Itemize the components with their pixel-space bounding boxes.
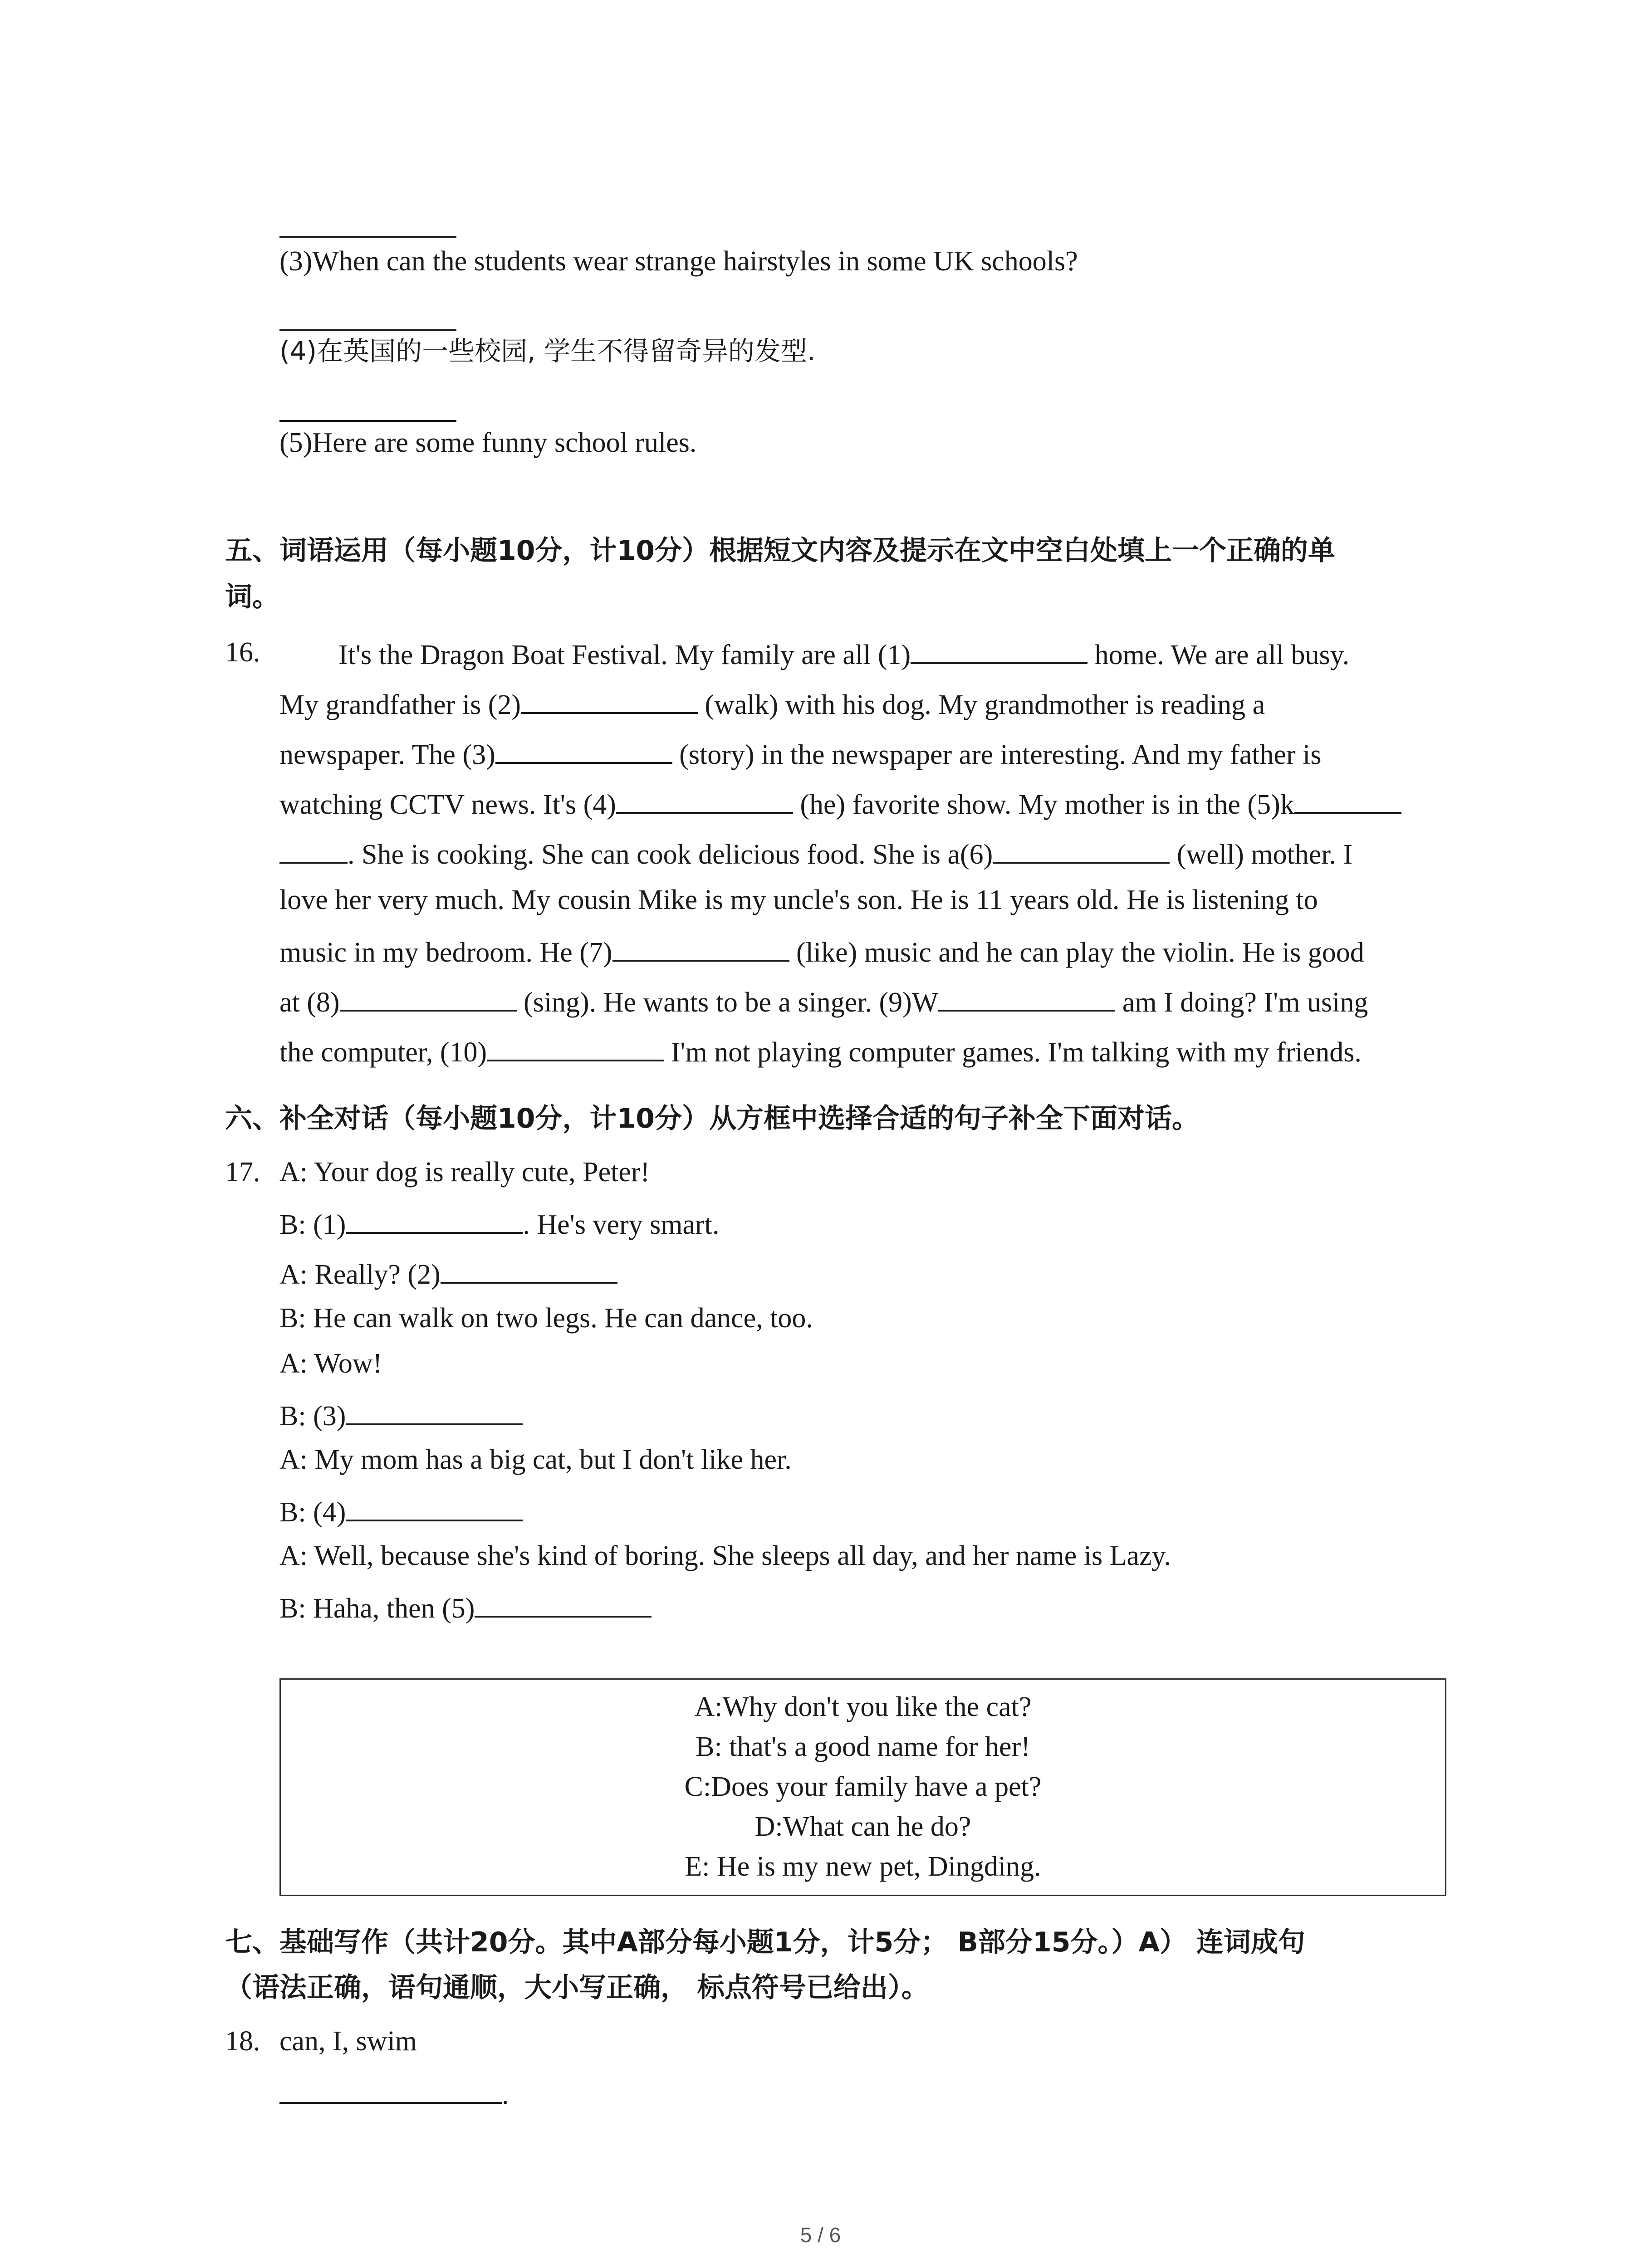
option-c: C:Does your family have a pet? [684,1771,1042,1802]
text: It's the Dragon Boat Festival. My family are all (1) [338,640,911,670]
answer-blank[interactable] [279,236,456,238]
text: newspaper. The (3) [279,739,495,770]
text: the computer, (10) [279,1037,487,1068]
option-a: A:Why don't you like the cat? [694,1691,1032,1722]
q16-line-7 [279,932,1364,971]
answer-blank[interactable] [911,634,1087,664]
text: . [502,2079,509,2110]
answer-blank[interactable] [346,1395,523,1425]
section7-header-line2: （语法正确，语句通顺，大小写正确， 标点符号已给出）。 [225,1972,929,2004]
text: A: Really? (2) [279,1259,441,1290]
dialogue-line [279,1254,617,1293]
dialogue-line: A: Your dog is really cute, Peter! [279,1157,650,1188]
text: (well) mother. I [1170,839,1353,870]
q15-sentence-3: (3)When can the students wear strange hairstyles in some UK schools? [279,246,1078,277]
text: watching CCTV news. It's (4) [279,789,616,820]
q16-line-4 [279,784,1401,823]
answer-blank[interactable] [487,1031,664,1061]
text: (walk) with his dog. My grandmother is reading a [698,689,1265,720]
text: (sing). He wants to be a singer. (9)W [516,987,939,1018]
answer-blank[interactable] [279,329,456,331]
answer-blank[interactable] [279,2074,502,2104]
section5-header-line2: 词。 [225,581,279,613]
text: music in my bedroom. He (7) [279,937,612,968]
q16-line-5 [279,834,1352,873]
answer-blank[interactable] [993,834,1170,864]
text: home. We are all busy. [1087,640,1350,670]
answer-blank[interactable] [346,1204,523,1234]
text: at (8) [279,987,340,1018]
answer-blank[interactable] [441,1254,617,1284]
q18-words: can, I, swim [279,2026,417,2057]
option-b: B: that's a good name for her! [696,1731,1030,1762]
answer-blank[interactable] [279,420,456,422]
dialogue-line [279,1588,652,1627]
dialogue-line [279,1491,523,1530]
text: B: (1) [279,1209,346,1240]
dialogue-line [279,1204,719,1243]
section5-header-line1: 五、词语运用（每小题10分，计10分）根据短文内容及提示在文中空白处填上一个正确的单 [225,535,1335,567]
dialogue-line: A: Well, because she's kind of boring. She sleeps all day, and her name is Lazy. [279,1540,1171,1571]
dialogue-line: B: He can walk on two legs. He can dance, too. [279,1303,813,1334]
text: B: (3) [279,1401,346,1432]
question-number: 18. [225,2026,260,2057]
page-number: 5 / 6 [800,2223,841,2247]
dialogue-line: A: My mom has a big cat, but I don't like her. [279,1444,792,1475]
answer-blank[interactable] [521,684,698,714]
q16-line-9 [279,1031,1362,1070]
text: I'm not playing computer games. I'm talking with my friends. [664,1037,1362,1068]
question-number: 16. [225,637,260,668]
section6-header: 六、补全对话（每小题10分，计10分）从方框中选择合适的句子补全下面对话。 [225,1103,1199,1134]
answer-blank[interactable] [938,982,1115,1012]
q15-sentence-4: (4)在英国的一些校园, 学生不得留奇异的发型. [279,336,816,367]
text: . He's very smart. [523,1209,720,1240]
text: My grandfather is (2) [279,689,521,720]
text: . She is cooking. She can cook delicious food. She is a(6) [348,839,993,870]
text: (he) favorite show. My mother is in the (5)k [793,789,1294,820]
q16-line-1 [338,634,1349,673]
option-d: D:What can he do? [754,1811,971,1842]
text: B: Haha, then (5) [279,1593,475,1624]
answer-blank[interactable] [495,734,672,764]
q16-line-6: love her very much. My cousin Mike is my uncle's son. He is 11 years old. He is listening to [279,885,1318,915]
options-box [279,1678,1446,1896]
dialogue-line: A: Wow! [279,1348,382,1379]
answer-blank[interactable] [340,982,517,1012]
answer-blank[interactable] [279,834,348,864]
q16-line-8 [279,982,1368,1021]
text: (like) music and he can play the violin. He is good [789,937,1364,968]
text: am I doing? I'm using [1115,987,1368,1018]
text: B: (4) [279,1497,346,1528]
answer-blank[interactable] [1294,784,1401,814]
answer-blank[interactable] [346,1491,523,1521]
text: (story) in the newspaper are interesting. And my father is [672,739,1322,770]
q15-sentence-5: (5)Here are some funny school rules. [279,427,697,458]
q18-answer-line [279,2074,509,2113]
option-e: E: He is my new pet, Dingding. [685,1851,1041,1882]
q16-line-3 [279,734,1322,773]
answer-blank[interactable] [475,1588,652,1618]
q16-line-2 [279,684,1265,723]
answer-blank[interactable] [616,784,793,814]
answer-blank[interactable] [612,932,789,962]
dialogue-line [279,1395,523,1434]
section7-header-line1: 七、基础写作（共计20分。其中A部分每小题1分，计5分； B部分15分。）A） 连词成句 [225,1926,1305,1958]
question-number: 17. [225,1157,260,1188]
